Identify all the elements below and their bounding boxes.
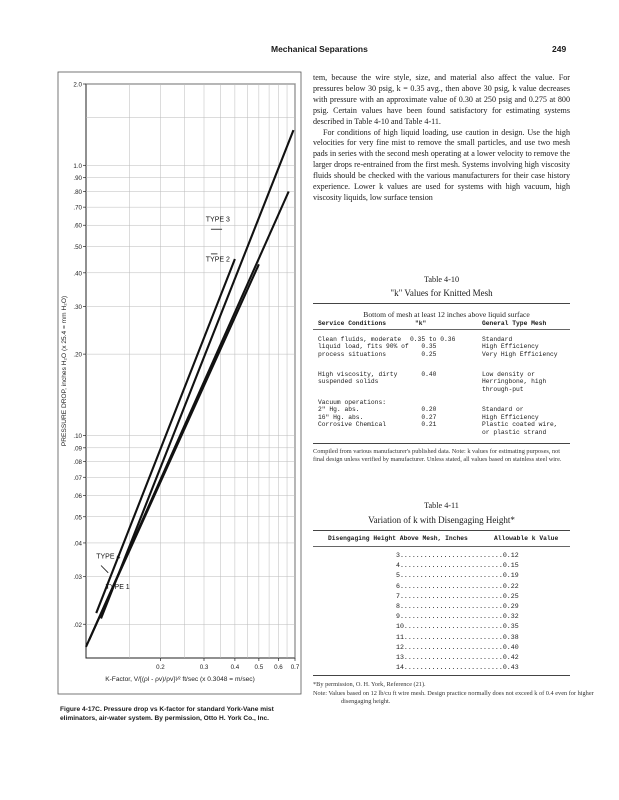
table-4-11-row: 10.........................0.35 — [396, 623, 519, 631]
table-4-10-top-rule — [313, 303, 570, 304]
table-4-11-row: 8..........................0.29 — [396, 603, 519, 610]
table-4-10-row-3-service: Vacuum operations: 2" Hg. abs. 16" Hg. abs. Corrosive Chemical — [318, 399, 387, 429]
x-axis-label: K-Factor, V/[(ρl - ρv)/ρv]¹⁄² ft/sec (x 0.3048 = m/sec) — [105, 676, 255, 683]
y-tick-label: .40 — [73, 270, 82, 278]
body-text — [313, 73, 570, 204]
table-4-11-title: Variation of k with Disengaging Height* — [368, 515, 515, 525]
type-4-leader — [101, 566, 108, 573]
y-tick-label: .10 — [73, 432, 82, 440]
series-label-type-4: TYPE 4 — [96, 553, 121, 561]
table-4-10-header-rule — [313, 329, 570, 330]
running-header-title: Mechanical Separations — [271, 44, 368, 54]
table-4-11-top-rule — [313, 530, 570, 531]
table-4-10-subtitle: Bottom of mesh at least 12 inches above liquid surface — [363, 310, 530, 319]
table-4-10-row-3-type: Standard or High Efficiency Plastic coated wire, or plastic strand — [482, 406, 558, 436]
y-tick-label: .03 — [73, 574, 82, 582]
figure-caption-text: Pressure drop vs K-factor for standard York-Vane mist eliminators, air-water system. By permission, Otto H. York Co., Inc. — [60, 706, 274, 722]
table-4-11-row: 5..........................0.19 — [396, 572, 519, 580]
figure-label: Figure 4-17C. — [60, 706, 102, 713]
x-tick-label: 0.3 — [199, 664, 209, 671]
x-tick-label: 0.4 — [230, 664, 240, 671]
y-tick-label: .30 — [73, 304, 82, 312]
table-4-11-number: Table 4-11 — [424, 501, 459, 510]
y-tick-label: .04 — [73, 540, 82, 548]
series-label-type-3: TYPE 3 — [205, 216, 230, 224]
table-4-10-row-1-type: Standard High Efficiency Very High Efficiency — [482, 336, 558, 358]
x-tick-label: 0.2 — [156, 664, 165, 671]
series-label-type-1: TYPE 1 — [105, 584, 130, 592]
series-line-type-3 — [101, 130, 293, 618]
y-tick-label: .07 — [73, 474, 82, 482]
table-4-11-row: 4..........................0.15 — [396, 562, 519, 570]
y-tick-label: 1.0 — [73, 162, 82, 170]
table-4-10-row-1-service: Clean fluids, moderate liquid load, fits 90% of process situations — [318, 336, 409, 358]
table-4-10-title: "k" Values for Knitted Mesh — [390, 288, 493, 298]
table-4-11-row: 6..........................0.22 — [396, 582, 519, 590]
table-4-10-row-2-k: 0.40 — [410, 371, 437, 378]
y-tick-label: .80 — [73, 188, 82, 196]
table-4-10-header-type: General Type Mesh — [482, 320, 547, 327]
table-4-10-header-k: "k" — [415, 320, 427, 327]
table-4-11-row: 3..........................0.12 — [396, 552, 519, 559]
y-tick-label: 2.0 — [73, 81, 82, 89]
y-tick-label: .09 — [73, 445, 82, 453]
table-4-11-row: 12.........................0.40 — [396, 643, 519, 651]
table-4-10-row-2-service: High viscosity, dirty suspended solids — [318, 371, 398, 386]
y-tick-label: .02 — [73, 621, 82, 629]
table-4-11-row: 11.........................0.38 — [396, 633, 519, 641]
table-4-10-row-2-type: Low density or Herringbone, high through-put — [482, 371, 547, 393]
y-tick-label: .20 — [73, 351, 82, 359]
x-tick-label: 0.6 — [274, 664, 283, 671]
y-axis-label: PRESSURE DROP, inches H₂O (x 25.4 = mm H₂O) — [61, 295, 68, 447]
body-paragraph-1: tem, because the wire style, size, and material also affect the value. For pressures below 30 psig, k = 0.35 avg., then above 30 psig, k value decreases with pressure with an approximate value of 0.30 at 250 psig and 0.275 at 800 psig. Certain values have been found satisfactory for estimating systems described in Table 4-10 and Table 4-11. — [313, 73, 570, 126]
table-4-10-row-1-k: 0.35 to 0.36 0.35 0.25 — [410, 336, 456, 358]
series-label-type-2: TYPE 2 — [205, 256, 230, 264]
table-4-10-header-service: Service Conditions — [318, 320, 387, 327]
table-4-11-header-k: Allowable k Value — [494, 535, 559, 542]
table-4-10-row-3-k: 0.20 0.27 0.21 — [421, 406, 437, 429]
y-tick-label: .90 — [73, 175, 82, 183]
y-tick-label: .06 — [73, 492, 82, 500]
page-number: 249 — [552, 44, 567, 54]
figure-caption — [60, 705, 310, 723]
x-tick-label: 0.5 — [254, 664, 264, 671]
body-paragraph-2: For conditions of high liquid loading, use caution in design. Use the high velocities for very fine mist to remove the small particles, and use two mesh pads in series with the second mesh operating at a lower velocity to remove the larger drops re-entrained from the first mesh. Systems involving high viscosity fluids should be checked with the various manufacturers for their case history experience. Lower k values are used for systems with high vacuum, high viscosity liquids, low surface tension — [313, 127, 570, 202]
y-tick-label: .60 — [73, 222, 82, 230]
table-4-11-bottom-rule — [313, 675, 570, 676]
table-4-11-row: 7..........................0.25 — [396, 592, 519, 600]
table-4-11-header-rule — [313, 546, 570, 547]
table-4-11-footnote-1: *By permission, O. H. York, Reference (21). — [313, 681, 426, 688]
table-4-11-row: 13.........................0.42 — [396, 654, 519, 661]
table-4-10-footnote: Compiled from various manufacturer's published data. Note: k values for estimating purposes, not final design unless verified by manufacturer. Unless stated, all values based on stainless steel wire. — [313, 448, 562, 464]
y-tick-label: .08 — [73, 459, 82, 467]
x-tick-label: 0.7 — [290, 664, 300, 671]
table-4-11-footnote-2: Note: Values based on 12 lb/cu ft wire mesh. Design practice normally does not exceed k of 0.4 even for higher disengaging height. — [313, 690, 594, 706]
table-4-10-number: Table 4-10 — [423, 275, 460, 284]
table-4-11-header-height: Disengaging Height Above Mesh, Inches — [328, 535, 468, 542]
y-tick-label: .70 — [73, 204, 82, 212]
y-tick-label: .50 — [73, 244, 82, 252]
y-tick-label: .05 — [73, 514, 82, 522]
table-4-11-row: 9..........................0.32 — [396, 613, 519, 621]
table-4-11-row: 14.........................0.43 — [396, 664, 519, 672]
table-4-10-bottom-rule — [313, 443, 570, 444]
